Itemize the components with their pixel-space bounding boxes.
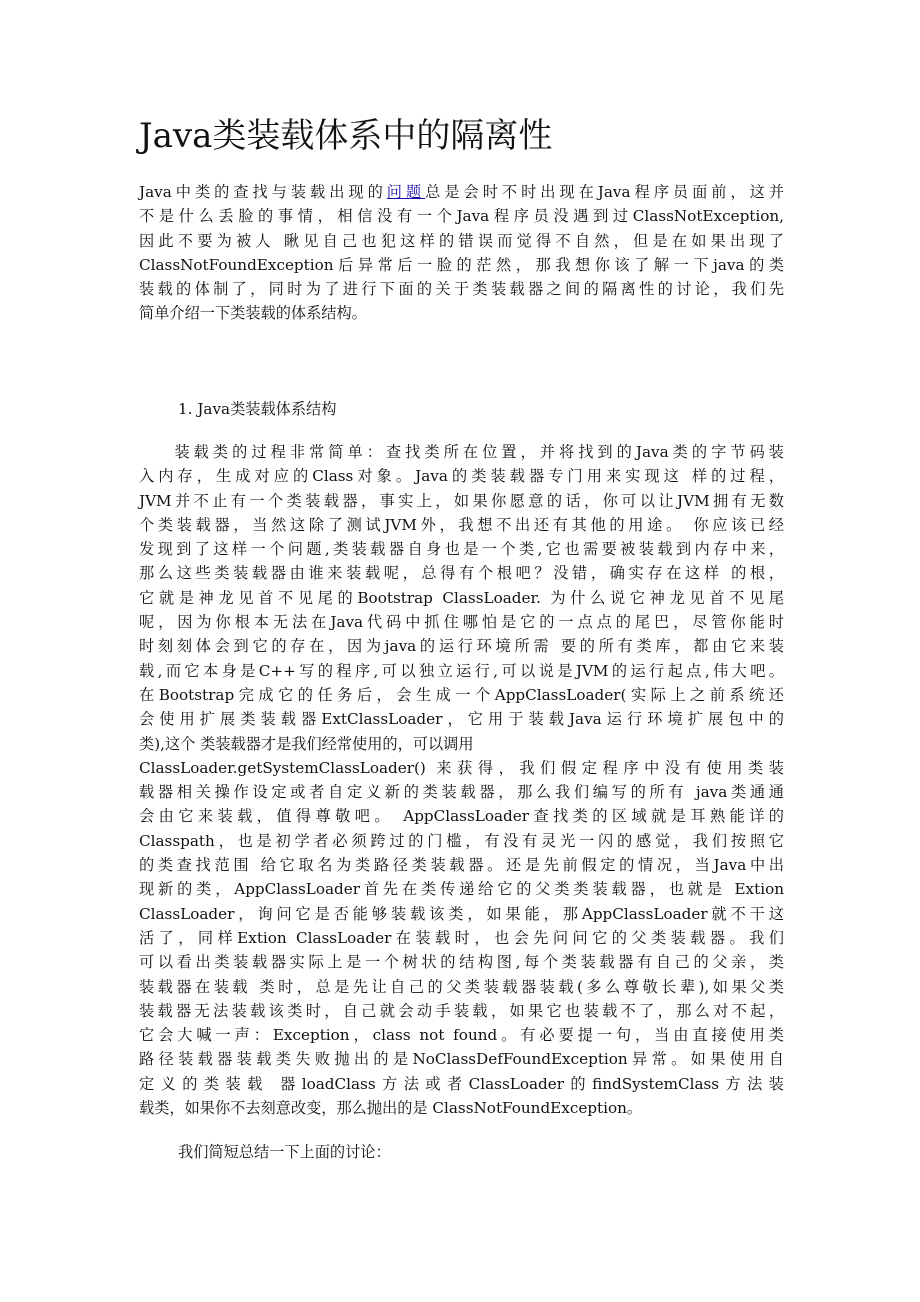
body-line: ClassLoader，询问它是否能够装载该类，如果能，那AppClassLoader就不干这 <box>139 904 784 923</box>
intro-line-4: 装载的体制了，同时为了进行下面的关于类装载器之间的隔离性的讨论，我们先 <box>139 280 784 299</box>
body-line: 入内存，生成对应的Class对象。Java的类装载器专门用来实现这 样的过程， <box>139 467 784 486</box>
summary-text: 我们简短总结一下上面的讨论： <box>178 1143 391 1161</box>
body-line: ClassLoader.getSystemClassLoader() 来获得，我们假定程序中没有使用类装 <box>139 758 784 777</box>
section-heading: 1. Java类装载体系结构 <box>178 400 337 418</box>
body-line: 它会大喊一声：Exception，class not found。有必要提一句，当由直接使用类 <box>139 1026 784 1045</box>
intro-line-5: 简单介绍一下类装载的体系结构。 <box>139 304 367 323</box>
body-line: 的类查找范围 给它取名为类路径类装载器。还是先前假定的情况，当Java中出 <box>139 856 784 875</box>
body-line: 时刻刻体会到它的存在，因为java的运行环境所需 要的所有类库，都由它来装 <box>139 637 784 656</box>
intro-paragraph <box>139 180 784 326</box>
intro-text-before-link: Java中类的查找与装载出现的 <box>139 183 387 201</box>
body-line: 现新的类，AppClassLoader首先在类传递给它的父类类装载器，也就是 Extion <box>139 880 784 899</box>
body-line: 装载类的过程非常简单：查找类所在位置，并将找到的Java类的字节码装 <box>139 443 784 461</box>
body-line: 载,而它本身是C++写的程序,可以独立运行,可以说是JVM的运行起点,伟大吧。 <box>139 661 784 680</box>
body-line: 活了，同样Extion ClassLoader在装载时，也会先问问它的父类装载器。我们 <box>139 928 784 947</box>
body-line: 那么这些类装载器由谁来装载呢，总得有个根吧？没错，确实存在这样 的根， <box>139 564 784 583</box>
body-line: 会由它来装载，值得尊敬吧。 AppClassLoader查找类的区域就是耳熟能详的 <box>139 807 784 826</box>
body-line: 路径装载器装载类失败抛出的是NoClassDefFoundException异常。如果使用自 <box>139 1050 784 1069</box>
body-line: JVM并不止有一个类装载器，事实上，如果你愿意的话，你可以让JVM拥有无数 <box>139 491 784 510</box>
body-line: 可以看出类装载器实际上是一个树状的结构图,每个类装载器有自己的父亲，类 <box>139 953 784 972</box>
body-line: 它就是神龙见首不见尾的Bootstrap ClassLoader. 为什么说它神龙见首不见尾 <box>139 588 784 607</box>
intro-line-3: ClassNotFoundException后异常后一脸的茫然，那我想你该了解一下java的类 <box>139 255 784 274</box>
body-line: 在Bootstrap完成它的任务后，会生成一个AppClassLoader(实际上之前系统还 <box>139 685 784 704</box>
body-line: 定义的类装载 器loadClass方法或者ClassLoader的findSystemClass方法装 <box>139 1074 784 1093</box>
intro-line-0 <box>139 180 784 204</box>
body-line: 载器相关操作设定或者自定义新的类装载器，那么我们编写的所有 java类通通 <box>139 783 784 802</box>
body-line: 装载器无法装载该类时，自己就会动手装载，如果它也装载不了，那么对不起， <box>139 1001 784 1020</box>
body-line: 发现到了这样一个问题,类装载器自身也是一个类,它也需要被装载到内存中来， <box>139 540 784 559</box>
body-line: 个类装载器，当然这除了测试JVM外，我想不出还有其他的用途。 你应该已经 <box>139 515 784 534</box>
body-line: 呢，因为你根本无法在Java代码中抓住哪怕是它的一点点的尾巴，尽管你能时 <box>139 613 784 632</box>
body-line: Classpath，也是初学者必须跨过的门槛，有没有灵光一闪的感觉，我们按照它 <box>139 831 784 850</box>
body-line: 类),这个 类装载器才是我们经常使用的，可以调用 <box>139 734 474 753</box>
intro-line-1: 不是什么丢脸的事情，相信没有一个Java程序员没遇到过ClassNotException, <box>139 207 784 226</box>
document-title: Java类装载体系中的隔离性 <box>139 116 553 156</box>
intro-line-2: 因此不要为被人 瞅见自己也犯这样的错误而觉得不自然，但是在如果出现了 <box>139 231 784 250</box>
problem-link[interactable]: 问题 <box>386 183 426 201</box>
body-paragraph <box>139 440 784 1120</box>
intro-text-after-link: 总是会时不时出现在Java程序员面前，这并 <box>425 183 785 201</box>
body-line: 会使用扩展类装载器ExtClassLoader，它用于装载Java运行环境扩展包中的 <box>139 710 784 729</box>
body-line: 载类，如果你不去刻意改变，那么抛出的是 ClassNotFoundException。 <box>139 1099 643 1118</box>
body-line: 装载器在装载 类时，总是先让自己的父类装载器装载(多么尊敬长辈),如果父类 <box>139 977 784 996</box>
